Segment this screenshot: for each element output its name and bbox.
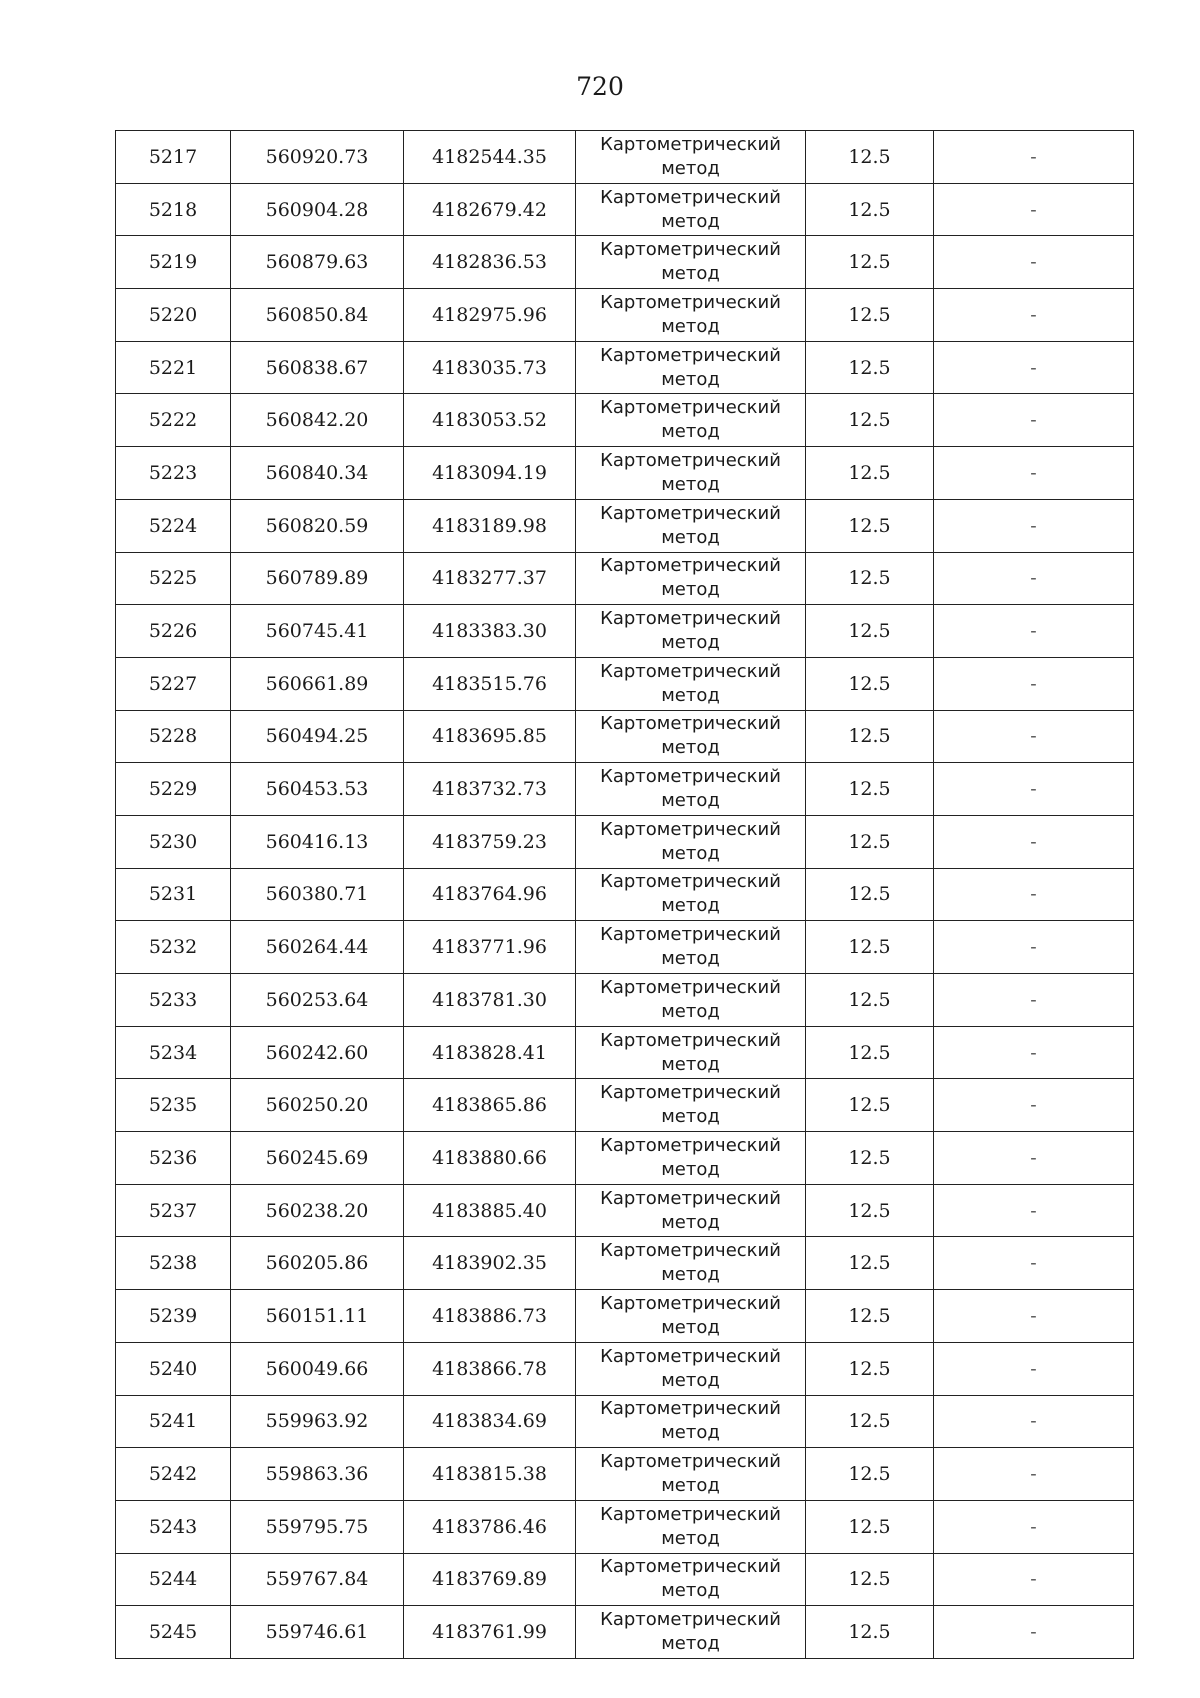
accuracy-cell: 12.5: [806, 1237, 934, 1290]
method-line-1: Картометрический: [600, 818, 781, 840]
method-line-2: метод: [661, 368, 720, 390]
method-line-2: метод: [661, 1158, 720, 1180]
method-line-1: Картометрический: [600, 1187, 781, 1209]
y-coordinate-cell: 4183771.96: [404, 921, 576, 974]
note-cell: -: [934, 1079, 1134, 1132]
accuracy-cell: 12.5: [806, 1606, 934, 1659]
method-line-1: Картометрический: [600, 502, 781, 524]
method-cell: [576, 710, 806, 763]
method-line-2: метод: [661, 632, 720, 654]
note-cell: -: [934, 1395, 1134, 1448]
x-coordinate-cell: 560904.28: [231, 183, 404, 236]
y-coordinate-cell: 4183902.35: [404, 1237, 576, 1290]
table-row: [116, 1290, 1134, 1343]
table-row: [116, 1606, 1134, 1659]
method-line-2: метод: [661, 948, 720, 970]
point-number-cell: 5229: [116, 763, 231, 816]
method-line-2: метод: [661, 1580, 720, 1602]
method-cell: [576, 763, 806, 816]
table-row: [116, 1184, 1134, 1237]
y-coordinate-cell: 4183053.52: [404, 394, 576, 447]
method-line-2: метод: [661, 790, 720, 812]
x-coordinate-cell: 560920.73: [231, 131, 404, 184]
note-cell: -: [934, 341, 1134, 394]
y-coordinate-cell: 4183865.86: [404, 1079, 576, 1132]
y-coordinate-cell: 4183759.23: [404, 815, 576, 868]
method-line-2: метод: [661, 1633, 720, 1655]
x-coordinate-cell: 560850.84: [231, 289, 404, 342]
table-row: [116, 1500, 1134, 1553]
accuracy-cell: 12.5: [806, 974, 934, 1027]
accuracy-cell: 12.5: [806, 1500, 934, 1553]
note-cell: -: [934, 552, 1134, 605]
table-row: [116, 1448, 1134, 1501]
method-cell: [576, 1500, 806, 1553]
y-coordinate-cell: 4183035.73: [404, 341, 576, 394]
method-cell: [576, 1132, 806, 1185]
note-cell: -: [934, 131, 1134, 184]
method-line-2: метод: [661, 263, 720, 285]
method-line-1: Картометрический: [600, 555, 781, 577]
note-cell: -: [934, 1448, 1134, 1501]
accuracy-cell: 12.5: [806, 499, 934, 552]
accuracy-cell: 12.5: [806, 605, 934, 658]
x-coordinate-cell: 559863.36: [231, 1448, 404, 1501]
x-coordinate-cell: 560250.20: [231, 1079, 404, 1132]
note-cell: -: [934, 1132, 1134, 1185]
point-number-cell: 5234: [116, 1026, 231, 1079]
method-cell: [576, 289, 806, 342]
y-coordinate-cell: 4183277.37: [404, 552, 576, 605]
note-cell: -: [934, 1500, 1134, 1553]
method-line-2: метод: [661, 1106, 720, 1128]
method-cell: [576, 1184, 806, 1237]
y-coordinate-cell: 4182679.42: [404, 183, 576, 236]
point-number-cell: 5243: [116, 1500, 231, 1553]
accuracy-cell: 12.5: [806, 183, 934, 236]
point-number-cell: 5240: [116, 1342, 231, 1395]
accuracy-cell: 12.5: [806, 552, 934, 605]
method-line-2: метод: [661, 1053, 720, 1075]
method-cell: [576, 1395, 806, 1448]
table-row: [116, 921, 1134, 974]
x-coordinate-cell: 560253.64: [231, 974, 404, 1027]
x-coordinate-cell: 559795.75: [231, 1500, 404, 1553]
x-coordinate-cell: 560840.34: [231, 447, 404, 500]
method-cell: [576, 657, 806, 710]
note-cell: -: [934, 1342, 1134, 1395]
table-row: [116, 1395, 1134, 1448]
method-line-1: Картометрический: [600, 291, 781, 313]
note-cell: -: [934, 921, 1134, 974]
method-line-1: Картометрический: [600, 1029, 781, 1051]
x-coordinate-cell: 560661.89: [231, 657, 404, 710]
point-number-cell: 5237: [116, 1184, 231, 1237]
note-cell: -: [934, 605, 1134, 658]
method-cell: [576, 341, 806, 394]
x-coordinate-cell: 560049.66: [231, 1342, 404, 1395]
note-cell: -: [934, 447, 1134, 500]
point-number-cell: 5218: [116, 183, 231, 236]
y-coordinate-cell: 4182544.35: [404, 131, 576, 184]
method-cell: [576, 605, 806, 658]
y-coordinate-cell: 4183764.96: [404, 868, 576, 921]
point-number-cell: 5223: [116, 447, 231, 500]
method-cell: [576, 447, 806, 500]
method-cell: [576, 236, 806, 289]
x-coordinate-cell: 560820.59: [231, 499, 404, 552]
method-line-2: метод: [661, 1316, 720, 1338]
y-coordinate-cell: 4183880.66: [404, 1132, 576, 1185]
method-line-2: метод: [661, 1369, 720, 1391]
method-line-1: Картометрический: [600, 608, 781, 630]
method-cell: [576, 921, 806, 974]
accuracy-cell: 12.5: [806, 710, 934, 763]
accuracy-cell: 12.5: [806, 236, 934, 289]
accuracy-cell: 12.5: [806, 131, 934, 184]
method-line-1: Картометрический: [600, 1503, 781, 1525]
y-coordinate-cell: 4183695.85: [404, 710, 576, 763]
note-cell: -: [934, 183, 1134, 236]
method-cell: [576, 394, 806, 447]
y-coordinate-cell: 4183781.30: [404, 974, 576, 1027]
x-coordinate-cell: 560205.86: [231, 1237, 404, 1290]
method-line-1: Картометрический: [600, 924, 781, 946]
method-line-2: метод: [661, 579, 720, 601]
x-coordinate-cell: 560238.20: [231, 1184, 404, 1237]
x-coordinate-cell: 560453.53: [231, 763, 404, 816]
method-line-1: Картометрический: [600, 186, 781, 208]
y-coordinate-cell: 4183786.46: [404, 1500, 576, 1553]
point-number-cell: 5245: [116, 1606, 231, 1659]
method-line-2: метод: [661, 1000, 720, 1022]
method-cell: [576, 1026, 806, 1079]
point-number-cell: 5217: [116, 131, 231, 184]
table-row: [116, 815, 1134, 868]
method-cell: [576, 1237, 806, 1290]
y-coordinate-cell: 4183885.40: [404, 1184, 576, 1237]
y-coordinate-cell: 4183815.38: [404, 1448, 576, 1501]
method-line-1: Картометрический: [600, 1345, 781, 1367]
accuracy-cell: 12.5: [806, 1290, 934, 1343]
method-cell: [576, 499, 806, 552]
accuracy-cell: 12.5: [806, 1184, 934, 1237]
point-number-cell: 5242: [116, 1448, 231, 1501]
method-line-2: метод: [661, 210, 720, 232]
method-line-1: Картометрический: [600, 449, 781, 471]
table-row: [116, 974, 1134, 1027]
point-number-cell: 5228: [116, 710, 231, 763]
table-row: [116, 1553, 1134, 1606]
note-cell: -: [934, 236, 1134, 289]
y-coordinate-cell: 4183834.69: [404, 1395, 576, 1448]
method-line-2: метод: [661, 1211, 720, 1233]
method-line-2: метод: [661, 895, 720, 917]
method-line-2: метод: [661, 157, 720, 179]
table-row: [116, 868, 1134, 921]
coordinates-table: [115, 130, 1134, 1659]
x-coordinate-cell: 560789.89: [231, 552, 404, 605]
y-coordinate-cell: 4183383.30: [404, 605, 576, 658]
point-number-cell: 5225: [116, 552, 231, 605]
method-line-1: Картометрический: [600, 871, 781, 893]
accuracy-cell: 12.5: [806, 1342, 934, 1395]
table-row: [116, 499, 1134, 552]
y-coordinate-cell: 4182836.53: [404, 236, 576, 289]
note-cell: -: [934, 1184, 1134, 1237]
method-cell: [576, 1342, 806, 1395]
accuracy-cell: 12.5: [806, 868, 934, 921]
x-coordinate-cell: 560151.11: [231, 1290, 404, 1343]
accuracy-cell: 12.5: [806, 394, 934, 447]
x-coordinate-cell: 560264.44: [231, 921, 404, 974]
accuracy-cell: 12.5: [806, 447, 934, 500]
accuracy-cell: 12.5: [806, 1132, 934, 1185]
point-number-cell: 5231: [116, 868, 231, 921]
method-cell: [576, 1290, 806, 1343]
note-cell: -: [934, 763, 1134, 816]
accuracy-cell: 12.5: [806, 763, 934, 816]
method-cell: [576, 1448, 806, 1501]
coordinates-table-body: [116, 131, 1134, 1659]
point-number-cell: 5224: [116, 499, 231, 552]
point-number-cell: 5232: [116, 921, 231, 974]
table-row: [116, 447, 1134, 500]
x-coordinate-cell: 560838.67: [231, 341, 404, 394]
method-line-1: Картометрический: [600, 660, 781, 682]
method-line-1: Картометрический: [600, 1292, 781, 1314]
note-cell: -: [934, 868, 1134, 921]
method-line-1: Картометрический: [600, 713, 781, 735]
accuracy-cell: 12.5: [806, 921, 934, 974]
x-coordinate-cell: 560745.41: [231, 605, 404, 658]
x-coordinate-cell: 560245.69: [231, 1132, 404, 1185]
y-coordinate-cell: 4183886.73: [404, 1290, 576, 1343]
note-cell: -: [934, 815, 1134, 868]
table-row: [116, 341, 1134, 394]
method-cell: [576, 552, 806, 605]
note-cell: -: [934, 394, 1134, 447]
method-line-2: метод: [661, 421, 720, 443]
point-number-cell: 5226: [116, 605, 231, 658]
table-row: [116, 394, 1134, 447]
x-coordinate-cell: 559767.84: [231, 1553, 404, 1606]
method-cell: [576, 131, 806, 184]
table-row: [116, 236, 1134, 289]
table-row: [116, 1026, 1134, 1079]
note-cell: -: [934, 710, 1134, 763]
method-line-2: метод: [661, 1475, 720, 1497]
accuracy-cell: 12.5: [806, 1079, 934, 1132]
x-coordinate-cell: 559963.92: [231, 1395, 404, 1448]
point-number-cell: 5220: [116, 289, 231, 342]
accuracy-cell: 12.5: [806, 815, 934, 868]
point-number-cell: 5239: [116, 1290, 231, 1343]
point-number-cell: 5227: [116, 657, 231, 710]
note-cell: -: [934, 1026, 1134, 1079]
y-coordinate-cell: 4182975.96: [404, 289, 576, 342]
table-row: [116, 552, 1134, 605]
point-number-cell: 5235: [116, 1079, 231, 1132]
table-row: [116, 1342, 1134, 1395]
table-row: [116, 289, 1134, 342]
y-coordinate-cell: 4183828.41: [404, 1026, 576, 1079]
method-line-2: метод: [661, 1264, 720, 1286]
accuracy-cell: 12.5: [806, 1553, 934, 1606]
method-line-1: Картометрический: [600, 1398, 781, 1420]
method-line-2: метод: [661, 684, 720, 706]
method-line-2: метод: [661, 526, 720, 548]
method-line-2: метод: [661, 737, 720, 759]
point-number-cell: 5244: [116, 1553, 231, 1606]
method-line-1: Картометрический: [600, 1134, 781, 1156]
method-line-1: Картометрический: [600, 766, 781, 788]
method-line-1: Картометрический: [600, 976, 781, 998]
y-coordinate-cell: 4183732.73: [404, 763, 576, 816]
table-row: [116, 605, 1134, 658]
point-number-cell: 5222: [116, 394, 231, 447]
note-cell: -: [934, 1553, 1134, 1606]
table-row: [116, 657, 1134, 710]
method-line-1: Картометрический: [600, 1240, 781, 1262]
x-coordinate-cell: 560380.71: [231, 868, 404, 921]
method-line-2: метод: [661, 842, 720, 864]
table-row: [116, 131, 1134, 184]
method-line-1: Картометрический: [600, 397, 781, 419]
y-coordinate-cell: 4183761.99: [404, 1606, 576, 1659]
y-coordinate-cell: 4183515.76: [404, 657, 576, 710]
point-number-cell: 5238: [116, 1237, 231, 1290]
point-number-cell: 5230: [116, 815, 231, 868]
note-cell: -: [934, 1606, 1134, 1659]
method-cell: [576, 815, 806, 868]
accuracy-cell: 12.5: [806, 341, 934, 394]
x-coordinate-cell: 559746.61: [231, 1606, 404, 1659]
note-cell: -: [934, 657, 1134, 710]
note-cell: -: [934, 1237, 1134, 1290]
method-line-2: метод: [661, 473, 720, 495]
method-cell: [576, 1606, 806, 1659]
point-number-cell: 5236: [116, 1132, 231, 1185]
method-line-1: Картометрический: [600, 1082, 781, 1104]
method-cell: [576, 974, 806, 1027]
method-line-1: Картометрический: [600, 1609, 781, 1631]
method-line-1: Картометрический: [600, 344, 781, 366]
table-row: [116, 183, 1134, 236]
method-line-2: метод: [661, 1527, 720, 1549]
point-number-cell: 5219: [116, 236, 231, 289]
y-coordinate-cell: 4183094.19: [404, 447, 576, 500]
method-cell: [576, 1079, 806, 1132]
accuracy-cell: 12.5: [806, 1395, 934, 1448]
point-number-cell: 5221: [116, 341, 231, 394]
table-row: [116, 710, 1134, 763]
y-coordinate-cell: 4183866.78: [404, 1342, 576, 1395]
page-number: 720: [576, 72, 624, 101]
note-cell: -: [934, 974, 1134, 1027]
method-line-1: Картометрический: [600, 133, 781, 155]
x-coordinate-cell: 560416.13: [231, 815, 404, 868]
method-cell: [576, 868, 806, 921]
x-coordinate-cell: 560242.60: [231, 1026, 404, 1079]
method-cell: [576, 183, 806, 236]
table-row: [116, 1237, 1134, 1290]
x-coordinate-cell: 560879.63: [231, 236, 404, 289]
note-cell: -: [934, 289, 1134, 342]
method-line-2: метод: [661, 315, 720, 337]
accuracy-cell: 12.5: [806, 1026, 934, 1079]
table-row: [116, 1079, 1134, 1132]
accuracy-cell: 12.5: [806, 289, 934, 342]
method-cell: [576, 1553, 806, 1606]
table-row: [116, 763, 1134, 816]
table-row: [116, 1132, 1134, 1185]
point-number-cell: 5241: [116, 1395, 231, 1448]
y-coordinate-cell: 4183189.98: [404, 499, 576, 552]
method-line-1: Картометрический: [600, 1556, 781, 1578]
note-cell: -: [934, 1290, 1134, 1343]
method-line-1: Картометрический: [600, 239, 781, 261]
x-coordinate-cell: 560842.20: [231, 394, 404, 447]
note-cell: -: [934, 499, 1134, 552]
y-coordinate-cell: 4183769.89: [404, 1553, 576, 1606]
x-coordinate-cell: 560494.25: [231, 710, 404, 763]
accuracy-cell: 12.5: [806, 657, 934, 710]
point-number-cell: 5233: [116, 974, 231, 1027]
method-line-2: метод: [661, 1422, 720, 1444]
method-line-1: Картометрический: [600, 1451, 781, 1473]
accuracy-cell: 12.5: [806, 1448, 934, 1501]
